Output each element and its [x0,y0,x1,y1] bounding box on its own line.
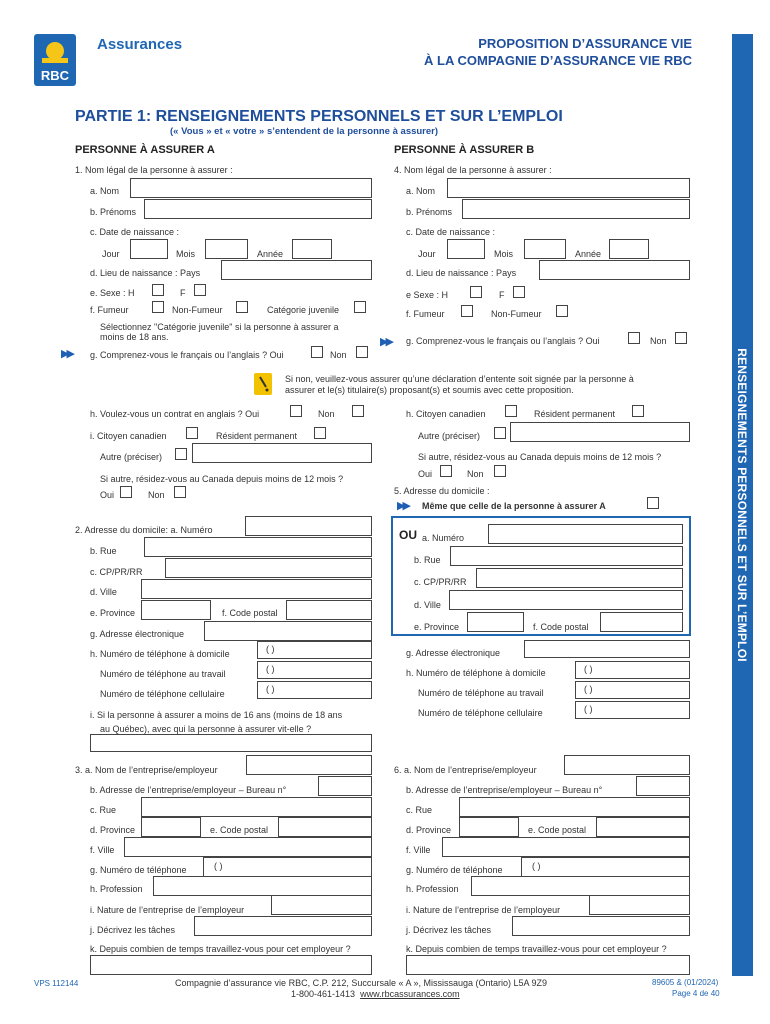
a-profession-field[interactable] [153,876,372,896]
part-subtitle: (« Vous » et « votre » s’entendent de la personne à assurer) [170,126,439,137]
notice-line1: Si non, veuillez-vous assurer qu’une déclaration d’entente soit signée par la personne à [285,374,634,384]
a-duree-field[interactable] [90,955,372,975]
b-cpostal-label: f. Code postal [533,622,589,632]
a-nonfumeur-checkbox[interactable] [236,301,248,313]
b-emp-addr-label: b. Adresse de l’entreprise/employeur – Bureau n° [406,785,603,795]
a-emp-addr-field[interactable] [318,776,372,796]
a-emp-ville-field[interactable] [124,837,372,857]
b-duree-label: k. Depuis combien de temps travaillez-vous pour cet employeur ? [406,944,667,954]
b-profession-label: h. Profession [406,884,459,894]
b-emp-ville-field[interactable] [442,837,690,857]
b-fumeur-label: f. Fumeur [406,309,445,319]
b-emp-rue-label: c. Rue [406,805,433,815]
a-cat-juv-label: Catégorie juvenile [267,305,340,315]
footer-phone: 1-800-461-1413 [291,989,356,999]
a-tel-cell-placeholder: ( ) [266,684,275,694]
b-tel-dom-label: h. Numéro de téléphone à domicile [406,668,546,678]
a-annee-label: Année [257,249,284,259]
b-res12-oui-label: Oui [418,469,433,479]
a-autre-checkbox[interactable] [175,448,187,460]
b-same-arrow-icon: ▶▶ [397,500,408,512]
a-resident-label: Résident permanent [216,431,298,441]
a-sexe-f-checkbox[interactable] [194,284,206,296]
a-g-non-checkbox[interactable] [356,346,368,358]
b-res12-non-checkbox[interactable] [494,465,506,477]
a-cpostal-label: f. Code postal [222,608,278,618]
a-jour-label: Jour [102,249,120,259]
b-autre-label: Autre (préciser) [418,431,481,441]
a-mois-field[interactable] [205,239,248,259]
a-nature-label: i. Nature de l’entreprise de l’employeur [90,905,245,915]
logo-text: RBC [40,68,70,83]
b-res12-oui-checkbox[interactable] [440,465,452,477]
a-tel-trav-placeholder: ( ) [266,664,275,674]
b-email-label: g. Adresse électronique [406,648,501,658]
b-annee-field[interactable] [609,239,649,259]
a-sexe-f-label: F [180,288,186,298]
a-h-label: h. Voulez-vous un contrat en anglais ? Oui [90,409,260,419]
b-ville-label: d. Ville [414,600,441,610]
b-ou-label: OU [399,528,417,542]
b-autre-checkbox[interactable] [494,427,506,439]
b-res12-non-label: Non [467,469,484,479]
a-numero-field[interactable] [245,516,372,536]
footer-website-link[interactable]: www.rbcassurances.com [360,989,460,999]
b-res12-label: Si autre, résidez-vous au Canada depuis moins de 12 mois ? [418,452,662,462]
a-emp-rue-label: c. Rue [90,805,117,815]
b-tel-trav-placeholder: ( ) [584,684,593,694]
a-taches-field[interactable] [194,916,372,936]
a-g-arrow-icon: ▶▶ [61,348,72,360]
b-g-oui-checkbox[interactable] [628,332,640,344]
b-profession-field[interactable] [471,876,690,896]
b-tel-trav-field[interactable] [575,681,690,699]
notice-line2: assurer et le(s) titulaire(s) proposant(s) et soumis avec cette proposition. [285,385,574,395]
a-tel-trav-label: Numéro de téléphone au travail [100,669,226,679]
b-taches-field[interactable] [512,916,690,936]
footer-contact [291,989,460,999]
a-jour-field[interactable] [130,239,168,259]
b-resident-label: Résident permanent [534,409,616,419]
b-prenoms-label: b. Prénoms [406,207,453,217]
part-title: PARTIE 1: RENSEIGNEMENTS PERSONNELS ET SUR L’EMPLOI [75,108,563,125]
a-q2-label: 2. Adresse du domicile: a. Numéro [75,525,213,535]
b-emp-tel-placeholder: ( ) [532,861,541,871]
a-emp-tel-placeholder: ( ) [214,861,223,871]
b-ville-field[interactable] [449,590,683,610]
b-emp-name-field[interactable] [564,755,690,775]
a-prenoms-field[interactable] [144,199,372,219]
a-emp-prov-field[interactable] [141,817,201,837]
b-citoyen-checkbox[interactable] [505,405,517,417]
a-h-non-label: Non [318,409,335,419]
b-citoyen-label: h. Citoyen canadien [406,409,486,419]
a-fumeur-label: f. Fumeur [90,305,129,315]
a-rue-label: b. Rue [90,546,117,556]
a-cp-field[interactable] [165,558,372,578]
b-emp-tel-label: g. Numéro de téléphone [406,865,503,875]
a-cp-label: c. CP/PR/RR [90,567,143,577]
a-email-label: g. Adresse électronique [90,629,185,639]
rbc-logo [34,34,80,90]
b-autre-field[interactable] [510,422,690,442]
b-numero-label: a. Numéro [422,533,465,543]
a-nom-field[interactable] [130,178,372,198]
b-g-non-checkbox[interactable] [675,332,687,344]
b-rue-field[interactable] [450,546,683,566]
a-res12-label: Si autre, résidez-vous au Canada depuis moins de 12 mois ? [100,474,344,484]
footer-page-number: Page 4 de 40 [672,989,720,998]
a-cat-juv-checkbox[interactable] [354,301,366,313]
footer-code: VPS 112144 [34,979,79,988]
b-taches-label: j. Décrivez les tâches [406,925,492,935]
b-q4-label: 4. Nom légal de la personne à assurer : [394,165,552,175]
b-jour-field[interactable] [447,239,485,259]
person-a-heading: PERSONNE À ASSURER A [75,144,215,156]
a-taches-label: j. Décrivez les tâches [90,925,176,935]
a-ville-field[interactable] [141,579,372,599]
b-sexe-f-label: F [499,290,505,300]
notice-icon [254,373,272,395]
a-mois-label: Mois [176,249,196,259]
a-profession-label: h. Profession [90,884,143,894]
a-tel-trav-field[interactable] [257,661,372,679]
footer-form-number: 89605 & (01/2024) [652,978,719,987]
a-citoyen-label: i. Citoyen canadien [90,431,167,441]
a-emp-cp-field[interactable] [278,817,372,837]
person-b-heading: PERSONNE À ASSURER B [394,144,535,156]
a-fumeur-checkbox[interactable] [152,301,164,313]
b-tel-cell-label: Numéro de téléphone cellulaire [418,708,543,718]
b-emp-rue-field[interactable] [459,797,690,817]
brand-name: Assurances [97,36,183,53]
a-g-label: g. Comprenez-vous le français ou l’anglais ? Oui [90,350,284,360]
b-q5-label: 5. Adresse du domicile : [394,486,490,496]
a-resident-checkbox[interactable] [314,427,326,439]
b-emp-addr-field[interactable] [636,776,690,796]
b-same-label: Même que celle de la personne à assurer A [422,501,606,511]
b-sexe-h-checkbox[interactable] [470,286,482,298]
a-autre-label: Autre (préciser) [100,452,163,462]
a-lieu-label: d. Lieu de naissance : Pays [90,268,201,278]
a-autre-field[interactable] [192,443,372,463]
form-title-line2: À LA COMPAGNIE D’ASSURANCE VIE RBC [424,53,692,68]
b-nature-field[interactable] [589,895,690,915]
a-prov-label: e. Province [90,608,136,618]
b-dob-label: c. Date de naissance : [406,227,496,237]
b-cp-field[interactable] [476,568,683,588]
a-tel-dom-placeholder: ( ) [266,644,275,654]
a-h-non-checkbox[interactable] [352,405,364,417]
b-g-label: g. Comprenez-vous le français ou l’anglais ? Oui [406,336,600,346]
a-res12-non-checkbox[interactable] [174,486,186,498]
b-rue-label: b. Rue [414,555,441,565]
a-tel-dom-field[interactable] [257,641,372,659]
a-prov-field[interactable] [141,600,211,620]
b-tel-cell-placeholder: ( ) [584,704,593,714]
b-annee-label: Année [575,249,602,259]
b-tel-cell-field[interactable] [575,701,690,719]
b-nom-field[interactable] [447,178,690,198]
b-g-arrow-icon: ▶▶ [380,336,391,348]
a-minor-label1: i. Si la personne à assurer a moins de 16 ans (moins de 18 ans [90,710,343,720]
footer-address: Compagnie d’assurance vie RBC, C.P. 212, Succursale « A », Mississauga (Ontario) L5A 9Z9 [175,978,548,988]
a-g-non-label: Non [330,350,347,360]
b-nature-label: i. Nature de l’entreprise de l’employeur [406,905,561,915]
b-numero-field[interactable] [488,524,683,544]
b-emp-prov-field[interactable] [459,817,519,837]
a-h-oui-checkbox[interactable] [290,405,302,417]
a-duree-label: k. Depuis combien de temps travaillez-vous pour cet employeur ? [90,944,351,954]
a-juv-note1: Sélectionnez "Catégorie juvenile" si la personne à assurer a [100,322,339,332]
b-duree-field[interactable] [406,955,690,975]
b-cp-label: c. CP/PR/RR [414,577,467,587]
a-email-field[interactable] [204,621,372,641]
a-annee-field[interactable] [292,239,332,259]
b-tel-trav-label: Numéro de téléphone au travail [418,688,544,698]
sidebar-label: RENSEIGNEMENTS PERSONNELS ET SUR L’EMPLOI [735,348,749,662]
b-tel-dom-placeholder: ( ) [584,664,593,674]
a-emp-tel-label: g. Numéro de téléphone [90,865,187,875]
a-dob-label: c. Date de naissance : [90,227,180,237]
form-title-line1: PROPOSITION D’ASSURANCE VIE [478,36,692,51]
a-res12-non-label: Non [148,490,165,500]
a-lieu-field[interactable] [221,260,372,280]
a-juv-note2: moins de 18 ans. [100,332,169,342]
a-tel-cell-label: Numéro de téléphone cellulaire [100,689,225,699]
b-mois-label: Mois [494,249,514,259]
b-sexe-f-checkbox[interactable] [513,286,525,298]
b-prenoms-field[interactable] [462,199,690,219]
a-emp-tel-field[interactable] [203,857,372,877]
a-emp-cp-label: e. Code postal [210,825,269,835]
b-emp-cp-label: e. Code postal [528,825,587,835]
a-emp-name-field[interactable] [246,755,372,775]
a-emp-addr-label: b. Adresse de l’entreprise/employeur – Bureau n° [90,785,287,795]
a-q3-label: 3. a. Nom de l’entreprise/employeur [75,765,218,775]
b-nonfumeur-label: Non-Fumeur [491,309,542,319]
b-q6-label: 6. a. Nom de l’entreprise/employeur [394,765,537,775]
b-emp-prov-label: d. Province [406,825,452,835]
b-prov-field[interactable] [467,612,524,632]
a-nom-label: a. Nom [90,186,120,196]
b-emp-cp-field[interactable] [596,817,690,837]
b-g-non-label: Non [650,336,667,346]
b-email-field[interactable] [524,640,690,658]
a-ville-label: d. Ville [90,587,117,597]
b-jour-label: Jour [418,249,436,259]
a-minor-field[interactable] [90,734,372,752]
a-nonfumeur-label: Non-Fumeur [172,305,223,315]
b-nonfumeur-checkbox[interactable] [556,305,568,317]
a-emp-rue-field[interactable] [141,797,372,817]
a-tel-cell-field[interactable] [257,681,372,699]
b-nom-label: a. Nom [406,186,436,196]
a-res12-oui-checkbox[interactable] [120,486,132,498]
a-tel-dom-label: h. Numéro de téléphone à domicile [90,649,230,659]
a-rue-field[interactable] [144,537,372,557]
b-same-checkbox[interactable] [647,497,659,509]
a-cpostal-field[interactable] [286,600,372,620]
a-g-oui-checkbox[interactable] [311,346,323,358]
a-sexe-label: e. Sexe : H [90,288,135,298]
a-citoyen-checkbox[interactable] [186,427,198,439]
a-emp-prov-label: d. Province [90,825,136,835]
b-tel-dom-field[interactable] [575,661,690,679]
b-emp-ville-label: f. Ville [406,845,431,855]
b-resident-checkbox[interactable] [632,405,644,417]
b-fumeur-checkbox[interactable] [461,305,473,317]
b-lieu-label: d. Lieu de naissance : Pays [406,268,517,278]
a-minor-label2: au Québec), avec qui la personne à assurer vit-elle ? [100,724,312,734]
a-emp-ville-label: f. Ville [90,845,115,855]
a-q1-label: 1. Nom légal de la personne à assurer : [75,165,233,175]
b-sexe-label: e Sexe : H [406,290,449,300]
b-prov-label: e. Province [414,622,460,632]
b-lieu-field[interactable] [539,260,690,280]
b-emp-tel-field[interactable] [521,857,690,877]
b-mois-field[interactable] [524,239,566,259]
a-prenoms-label: b. Prénoms [90,207,137,217]
b-cpostal-field[interactable] [600,612,683,632]
a-sexe-h-checkbox[interactable] [152,284,164,296]
a-res12-oui-label: Oui [100,490,115,500]
a-nature-field[interactable] [271,895,372,915]
